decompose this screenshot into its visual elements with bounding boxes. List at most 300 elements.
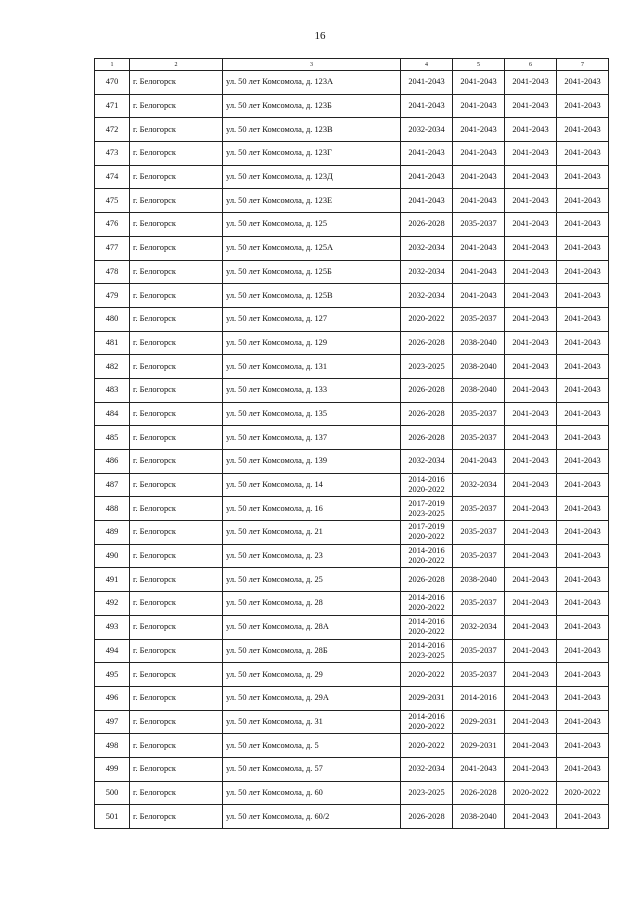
period-col7-cell: 2041-2043 [557,710,609,734]
period-col7-cell: 2041-2043 [557,568,609,592]
period-line: 2020-2022 [408,627,445,637]
period-line: 2026-2028 [408,811,445,821]
period-line: 2017-2019 [408,498,445,508]
address-cell: ул. 50 лет Комсомола, д. 21 [223,521,401,545]
period-col7-cell: 2041-2043 [557,213,609,237]
period-col7-cell: 2041-2043 [557,284,609,308]
row-number-cell: 474 [95,165,130,189]
period-col5-cell: 2035-2037 [453,544,505,568]
row-number-cell: 494 [95,639,130,663]
row-number-cell: 497 [95,710,130,734]
row-number-cell: 478 [95,260,130,284]
row-number-cell: 492 [95,592,130,616]
column-number: 2 [130,59,223,71]
period-col6-cell: 2041-2043 [505,521,557,545]
table-row [95,213,609,237]
period-line: 2026-2028 [408,385,445,395]
row-number-cell: 472 [95,118,130,142]
address-cell: ул. 50 лет Комсомола, д. 125Б [223,260,401,284]
address-cell: ул. 50 лет Комсомола, д. 123Е [223,189,401,213]
city-cell: г. Белогорск [130,142,223,166]
period-col5-cell: 2035-2037 [453,213,505,237]
row-number-cell: 499 [95,757,130,781]
city-cell: г. Белогорск [130,260,223,284]
period-col5-cell: 2014-2016 [453,686,505,710]
period-col4-cell [401,378,453,402]
period-col6-cell: 2041-2043 [505,686,557,710]
address-cell: ул. 50 лет Комсомола, д. 23 [223,544,401,568]
period-line: 2014-2016 [408,617,445,627]
period-col5-cell: 2029-2031 [453,734,505,758]
row-number-cell: 471 [95,94,130,118]
period-line: 2014-2016 [408,546,445,556]
period-col4-cell [401,426,453,450]
period-line: 2026-2028 [408,574,445,584]
row-number-cell: 498 [95,734,130,758]
period-col5-cell: 2038-2040 [453,355,505,379]
table-row [95,165,609,189]
period-col5-cell: 2038-2040 [453,805,505,829]
table-row [95,544,609,568]
city-cell: г. Белогорск [130,118,223,142]
period-line: 2020-2022 [408,603,445,613]
address-cell: ул. 50 лет Комсомола, д. 25 [223,568,401,592]
period-col7-cell: 2041-2043 [557,118,609,142]
table-row [95,284,609,308]
period-col4-cell [401,307,453,331]
table-row [95,71,609,95]
column-number: 7 [557,59,609,71]
period-col6-cell: 2041-2043 [505,307,557,331]
period-col4-cell [401,260,453,284]
city-cell: г. Белогорск [130,544,223,568]
row-number-cell: 479 [95,284,130,308]
city-cell: г. Белогорск [130,757,223,781]
city-cell: г. Белогорск [130,307,223,331]
city-cell: г. Белогорск [130,592,223,616]
row-number-cell: 488 [95,497,130,521]
period-col4-cell [401,805,453,829]
city-cell: г. Белогорск [130,236,223,260]
row-number-cell: 496 [95,686,130,710]
period-col6-cell: 2041-2043 [505,663,557,687]
period-line: 2014-2016 [408,640,445,650]
period-col6-cell: 2041-2043 [505,189,557,213]
row-number-cell: 487 [95,473,130,497]
period-line: 2023-2025 [408,650,445,660]
period-col7-cell: 2041-2043 [557,142,609,166]
address-cell: ул. 50 лет Комсомола, д. 29А [223,686,401,710]
table-row [95,757,609,781]
period-line: 2014-2016 [408,593,445,603]
period-col4-cell [401,710,453,734]
period-col6-cell: 2041-2043 [505,213,557,237]
row-number-cell: 476 [95,213,130,237]
period-line: 2032-2034 [408,243,445,253]
address-cell: ул. 50 лет Комсомола, д. 139 [223,450,401,474]
table-row [95,805,609,829]
city-cell: г. Белогорск [130,615,223,639]
period-col6-cell: 2041-2043 [505,426,557,450]
period-col4-cell [401,142,453,166]
period-line: 2041-2043 [408,148,445,158]
period-col6-cell: 2041-2043 [505,142,557,166]
period-col7-cell: 2041-2043 [557,450,609,474]
period-col6-cell: 2041-2043 [505,260,557,284]
period-col7-cell: 2041-2043 [557,592,609,616]
period-line: 2017-2019 [408,522,445,532]
table-row [95,450,609,474]
address-cell: ул. 50 лет Комсомола, д. 123Б [223,94,401,118]
table-row [95,639,609,663]
period-col5-cell: 2029-2031 [453,710,505,734]
period-col6-cell: 2041-2043 [505,615,557,639]
period-col7-cell: 2041-2043 [557,165,609,189]
period-line: 2020-2022 [408,532,445,542]
period-col4-cell [401,94,453,118]
city-cell: г. Белогорск [130,781,223,805]
period-col5-cell: 2041-2043 [453,165,505,189]
row-number-cell: 501 [95,805,130,829]
period-col4-cell [401,663,453,687]
period-col4-cell [401,284,453,308]
period-col6-cell: 2041-2043 [505,710,557,734]
address-cell: ул. 50 лет Комсомола, д. 127 [223,307,401,331]
period-col7-cell: 2041-2043 [557,615,609,639]
period-col6-cell: 2041-2043 [505,94,557,118]
column-number: 5 [453,59,505,71]
address-cell: ул. 50 лет Комсомола, д. 123Д [223,165,401,189]
table-row [95,615,609,639]
row-number-cell: 481 [95,331,130,355]
period-col7-cell: 2041-2043 [557,94,609,118]
period-col7-cell: 2041-2043 [557,236,609,260]
period-col7-cell: 2041-2043 [557,734,609,758]
address-cell: ул. 50 лет Комсомола, д. 137 [223,426,401,450]
row-number-cell: 484 [95,402,130,426]
period-col5-cell: 2041-2043 [453,284,505,308]
period-col7-cell: 2041-2043 [557,497,609,521]
city-cell: г. Белогорск [130,473,223,497]
column-number: 3 [223,59,401,71]
period-line: 2041-2043 [408,101,445,111]
address-cell: ул. 50 лет Комсомола, д. 28А [223,615,401,639]
period-col5-cell: 2035-2037 [453,426,505,450]
table-row [95,260,609,284]
address-cell: ул. 50 лет Комсомола, д. 123Г [223,142,401,166]
period-col5-cell: 2041-2043 [453,94,505,118]
period-col6-cell: 2020-2022 [505,781,557,805]
row-number-cell: 485 [95,426,130,450]
period-col7-cell: 2041-2043 [557,757,609,781]
period-line: 2026-2028 [408,219,445,229]
period-line: 2032-2034 [408,456,445,466]
period-line: 2026-2028 [408,337,445,347]
period-line: 2020-2022 [408,721,445,731]
period-col5-cell: 2038-2040 [453,378,505,402]
row-number-cell: 495 [95,663,130,687]
period-col4-cell [401,686,453,710]
period-col5-cell: 2041-2043 [453,189,505,213]
period-col6-cell: 2041-2043 [505,331,557,355]
period-col4-cell [401,615,453,639]
address-cell: ул. 50 лет Комсомола, д. 131 [223,355,401,379]
period-col6-cell: 2041-2043 [505,639,557,663]
table-row [95,426,609,450]
period-col6-cell: 2041-2043 [505,355,557,379]
page-number: 16 [314,30,326,42]
period-line: 2032-2034 [408,266,445,276]
period-col6-cell: 2041-2043 [505,592,557,616]
table-row [95,331,609,355]
table-row [95,94,609,118]
period-col4-cell [401,497,453,521]
period-col6-cell: 2041-2043 [505,544,557,568]
row-number-cell: 482 [95,355,130,379]
period-col6-cell: 2041-2043 [505,805,557,829]
period-col4-cell [401,331,453,355]
address-cell: ул. 50 лет Комсомола, д. 125В [223,284,401,308]
period-col7-cell: 2041-2043 [557,663,609,687]
address-cell: ул. 50 лет Комсомола, д. 129 [223,331,401,355]
period-col5-cell: 2041-2043 [453,118,505,142]
period-line: 2014-2016 [408,475,445,485]
period-col4-cell [401,189,453,213]
table-row [95,497,609,521]
address-cell: ул. 50 лет Комсомола, д. 28 [223,592,401,616]
table-row [95,473,609,497]
period-line: 2020-2022 [408,556,445,566]
period-col7-cell: 2041-2043 [557,189,609,213]
column-number: 1 [95,59,130,71]
table-row [95,734,609,758]
period-line: 2023-2025 [408,361,445,371]
period-col4-cell [401,544,453,568]
address-cell: ул. 50 лет Комсомола, д. 16 [223,497,401,521]
table-row [95,568,609,592]
period-line: 2020-2022 [408,740,445,750]
table-row [95,521,609,545]
period-col4-cell [401,521,453,545]
period-col4-cell [401,118,453,142]
period-line: 2041-2043 [408,77,445,87]
period-line: 2041-2043 [408,195,445,205]
city-cell: г. Белогорск [130,497,223,521]
period-col6-cell: 2041-2043 [505,497,557,521]
city-cell: г. Белогорск [130,94,223,118]
period-col4-cell [401,450,453,474]
table-row [95,355,609,379]
city-cell: г. Белогорск [130,71,223,95]
period-col6-cell: 2041-2043 [505,734,557,758]
city-cell: г. Белогорск [130,331,223,355]
city-cell: г. Белогорск [130,450,223,474]
period-col7-cell: 2041-2043 [557,402,609,426]
period-col7-cell: 2041-2043 [557,260,609,284]
period-col4-cell [401,355,453,379]
period-col4-cell [401,568,453,592]
city-cell: г. Белогорск [130,805,223,829]
address-cell: ул. 50 лет Комсомола, д. 125 [223,213,401,237]
period-col7-cell: 2041-2043 [557,426,609,450]
period-col5-cell: 2041-2043 [453,71,505,95]
row-number-cell: 493 [95,615,130,639]
address-cell: ул. 50 лет Комсомола, д. 31 [223,710,401,734]
period-col5-cell: 2035-2037 [453,521,505,545]
period-col5-cell: 2035-2037 [453,639,505,663]
city-cell: г. Белогорск [130,355,223,379]
table-row [95,592,609,616]
period-col4-cell [401,592,453,616]
period-col7-cell: 2041-2043 [557,71,609,95]
period-col7-cell: 2041-2043 [557,544,609,568]
period-col6-cell: 2041-2043 [505,71,557,95]
column-number-row [95,59,609,71]
period-col5-cell: 2041-2043 [453,757,505,781]
period-col5-cell: 2035-2037 [453,307,505,331]
period-col6-cell: 2041-2043 [505,757,557,781]
period-col4-cell [401,402,453,426]
period-col7-cell: 2041-2043 [557,355,609,379]
period-col5-cell: 2041-2043 [453,142,505,166]
city-cell: г. Белогорск [130,189,223,213]
row-number-cell: 483 [95,378,130,402]
period-col7-cell: 2020-2022 [557,781,609,805]
period-col7-cell: 2041-2043 [557,378,609,402]
table-row [95,118,609,142]
period-col7-cell: 2041-2043 [557,331,609,355]
period-col5-cell: 2032-2034 [453,615,505,639]
period-col5-cell: 2041-2043 [453,260,505,284]
period-col7-cell: 2041-2043 [557,307,609,331]
period-col5-cell: 2035-2037 [453,663,505,687]
row-number-cell: 475 [95,189,130,213]
address-cell: ул. 50 лет Комсомола, д. 125А [223,236,401,260]
table-row [95,378,609,402]
period-col5-cell: 2035-2037 [453,497,505,521]
table-row [95,710,609,734]
city-cell: г. Белогорск [130,378,223,402]
city-cell: г. Белогорск [130,521,223,545]
address-cell: ул. 50 лет Комсомола, д. 5 [223,734,401,758]
period-col7-cell: 2041-2043 [557,686,609,710]
period-col4-cell [401,757,453,781]
city-cell: г. Белогорск [130,568,223,592]
period-col4-cell [401,213,453,237]
period-col5-cell: 2038-2040 [453,331,505,355]
period-col4-cell [401,639,453,663]
row-number-cell: 500 [95,781,130,805]
period-col5-cell: 2035-2037 [453,592,505,616]
table-row [95,686,609,710]
period-col5-cell: 2038-2040 [453,568,505,592]
period-col5-cell: 2032-2034 [453,473,505,497]
period-line: 2020-2022 [408,669,445,679]
address-cell: ул. 50 лет Комсомола, д. 57 [223,757,401,781]
period-col6-cell: 2041-2043 [505,284,557,308]
period-col5-cell: 2026-2028 [453,781,505,805]
row-number-cell: 480 [95,307,130,331]
period-col6-cell: 2041-2043 [505,378,557,402]
address-cell: ул. 50 лет Комсомола, д. 123В [223,118,401,142]
table-row [95,402,609,426]
period-line: 2026-2028 [408,408,445,418]
address-cell: ул. 50 лет Комсомола, д. 135 [223,402,401,426]
table-row [95,236,609,260]
address-cell: ул. 50 лет Комсомола, д. 60/2 [223,805,401,829]
address-cell: ул. 50 лет Комсомола, д. 14 [223,473,401,497]
city-cell: г. Белогорск [130,402,223,426]
housing-register-table [94,58,609,829]
period-line: 2014-2016 [408,711,445,721]
period-col4-cell [401,734,453,758]
column-number: 4 [401,59,453,71]
city-cell: г. Белогорск [130,686,223,710]
city-cell: г. Белогорск [130,710,223,734]
row-number-cell: 491 [95,568,130,592]
period-col7-cell: 2041-2043 [557,521,609,545]
period-line: 2023-2025 [408,787,445,797]
row-number-cell: 473 [95,142,130,166]
address-cell: ул. 50 лет Комсомола, д. 29 [223,663,401,687]
address-cell: ул. 50 лет Комсомола, д. 133 [223,378,401,402]
period-col5-cell: 2035-2037 [453,402,505,426]
period-line: 2020-2022 [408,485,445,495]
row-number-cell: 470 [95,71,130,95]
period-line: 2041-2043 [408,172,445,182]
period-line: 2032-2034 [408,290,445,300]
period-col4-cell [401,165,453,189]
city-cell: г. Белогорск [130,663,223,687]
period-line: 2032-2034 [408,124,445,134]
city-cell: г. Белогорск [130,213,223,237]
table-row [95,307,609,331]
address-cell: ул. 50 лет Комсомола, д. 28Б [223,639,401,663]
row-number-cell: 489 [95,521,130,545]
column-number: 6 [505,59,557,71]
period-col6-cell: 2041-2043 [505,236,557,260]
period-line: 2026-2028 [408,432,445,442]
period-col6-cell: 2041-2043 [505,118,557,142]
period-col7-cell: 2041-2043 [557,805,609,829]
city-cell: г. Белогорск [130,426,223,450]
table-row [95,142,609,166]
address-cell: ул. 50 лет Комсомола, д. 123А [223,71,401,95]
period-col6-cell: 2041-2043 [505,165,557,189]
period-col6-cell: 2041-2043 [505,473,557,497]
table-row [95,189,609,213]
period-line: 2032-2034 [408,764,445,774]
period-col4-cell [401,473,453,497]
period-line: 2020-2022 [408,314,445,324]
address-cell: ул. 50 лет Комсомола, д. 60 [223,781,401,805]
row-number-cell: 490 [95,544,130,568]
table-body [95,71,609,829]
table-row [95,663,609,687]
city-cell: г. Белогорск [130,284,223,308]
period-col4-cell [401,71,453,95]
period-col5-cell: 2041-2043 [453,450,505,474]
city-cell: г. Белогорск [130,165,223,189]
period-col6-cell: 2041-2043 [505,568,557,592]
period-col6-cell: 2041-2043 [505,402,557,426]
period-line: 2029-2031 [408,693,445,703]
period-line: 2023-2025 [408,508,445,518]
period-col6-cell: 2041-2043 [505,450,557,474]
period-col7-cell: 2041-2043 [557,473,609,497]
row-number-cell: 486 [95,450,130,474]
period-col5-cell: 2041-2043 [453,236,505,260]
